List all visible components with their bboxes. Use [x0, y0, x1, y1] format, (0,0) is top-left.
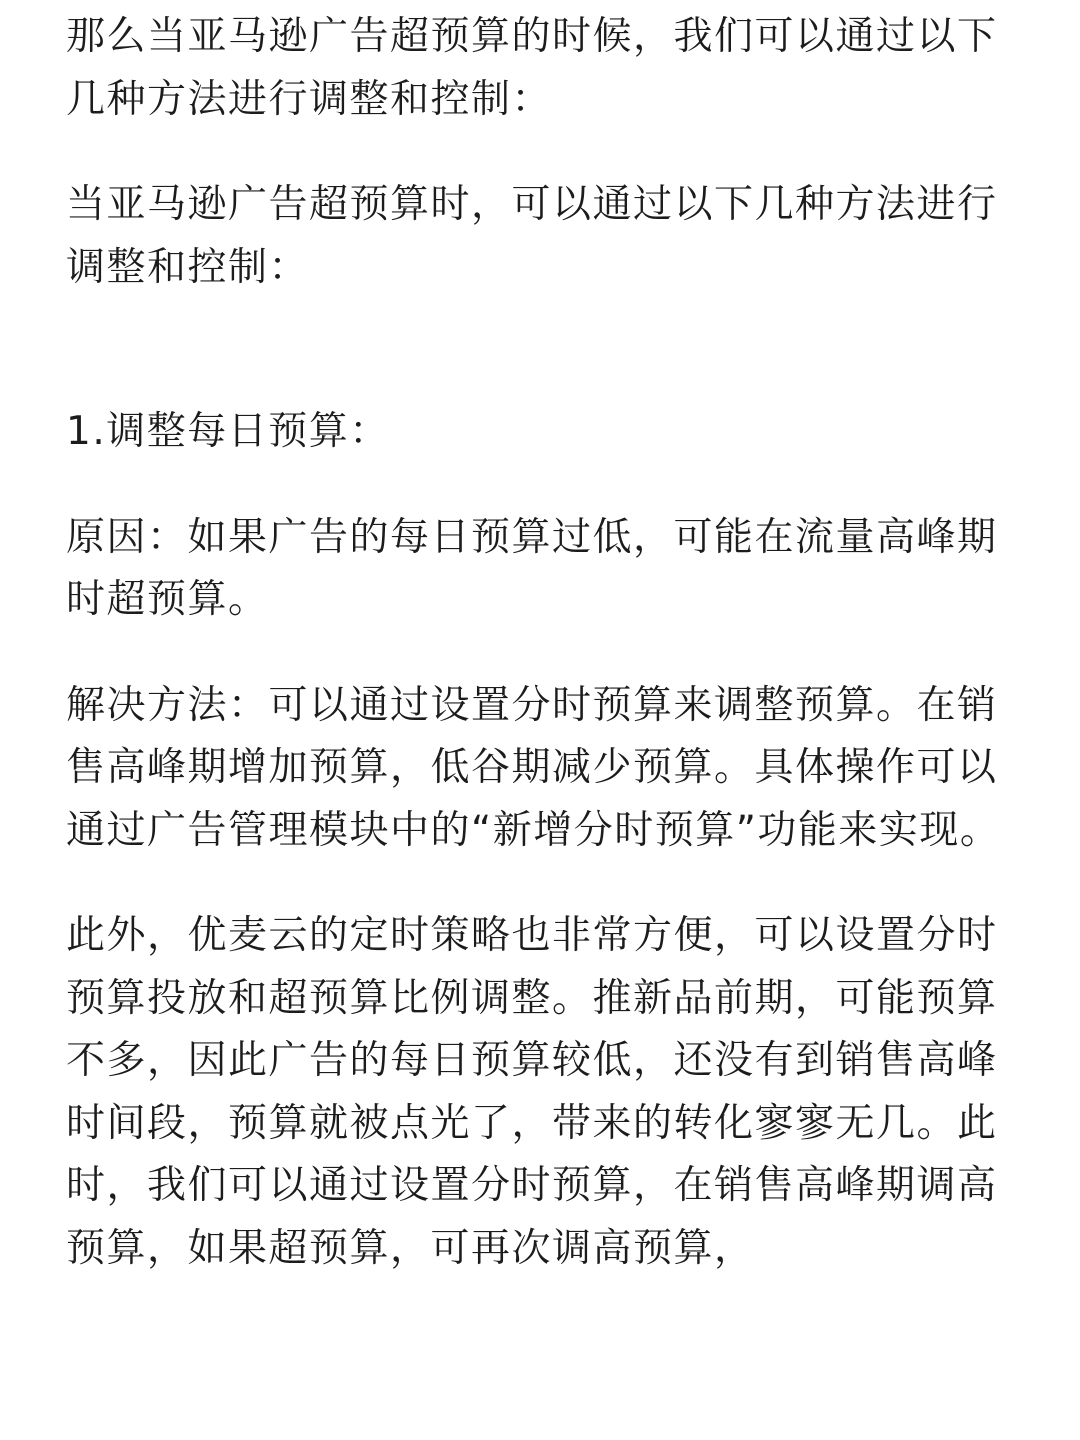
- section-spacer: [66, 299, 1026, 401]
- additional-tip-paragraph: 此外，优麦云的定时策略也非常方便，可以设置分时预算投放和超预算比例调整。推新品前期，可能预算不多，因此广告的每日预算较低，还没有到销售高峰时间段，预算就被点光了，带来的转化寥寥无几。此时，我们可以通过设置分时预算，在销售高峰期调高预算，如果超预算，可再次调高预算，: [66, 913, 998, 1271]
- paragraph-spacer: [66, 632, 1026, 675]
- paragraph-spacer: [66, 862, 1026, 905]
- restated-intro-paragraph: 当亚马逊广告超预算时，可以通过以下几种方法进行调整和控制：: [66, 182, 998, 290]
- solution-paragraph: 解决方法：可以通过设置分时预算来调整预算。在销售高峰期增加预算，低谷期减少预算。具体操作可以通过广告管理模块中的“新增分时预算”功能来实现。: [66, 682, 1001, 853]
- reason-paragraph: 原因：如果广告的每日预算过低，可能在流量高峰期时超预算。: [66, 514, 998, 622]
- section-heading-adjust-daily-budget: 1.调整每日预算：: [66, 409, 390, 454]
- article-body: [66, 6, 1026, 1280]
- paragraph-spacer: [66, 131, 1026, 174]
- intro-paragraph: 那么当亚马逊广告超预算的时候，我们可以通过以下几种方法进行调整和控制：: [66, 14, 998, 122]
- paragraph-spacer: [66, 464, 1026, 507]
